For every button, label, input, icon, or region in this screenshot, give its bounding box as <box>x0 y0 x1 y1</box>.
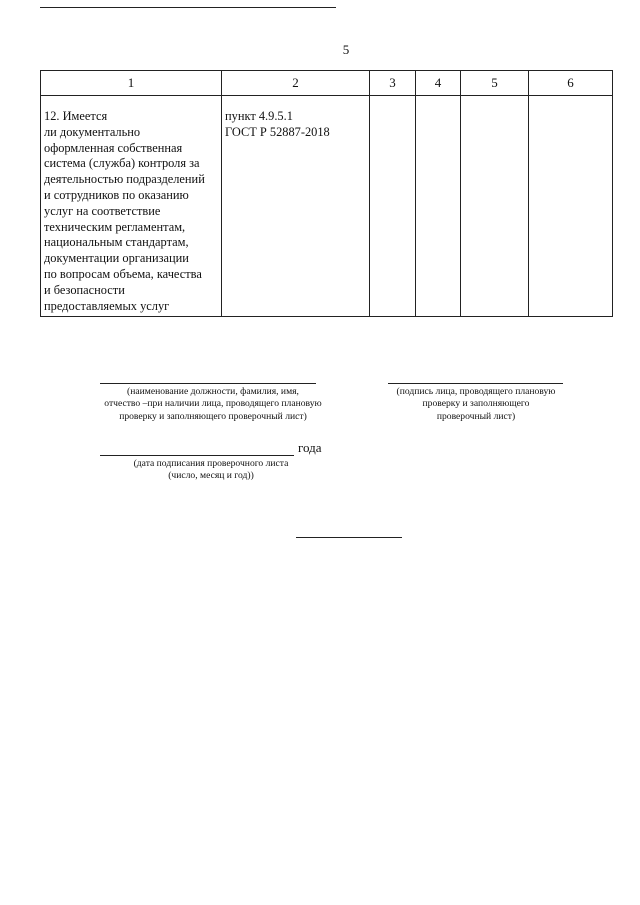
checklist-table <box>40 70 613 317</box>
column-header-2: 2 <box>222 71 370 96</box>
personal-signature-line <box>388 383 563 384</box>
date-suffix: года <box>298 440 322 455</box>
top-rule <box>40 7 336 8</box>
question-text: 12. Имеется ли документально оформленная собственная система (служба) контроля за деятельностью подразделений и сотрудников по оказанию услуг на соответствие техническим регламентам, национальным стандартам, документации организации по вопросам объема, качества и безопасности предоставляемых услуг <box>44 109 205 313</box>
column-header-4: 4 <box>416 71 461 96</box>
name-signature-line <box>100 383 316 384</box>
reference-cell <box>222 96 370 317</box>
date-signature-line <box>100 455 294 456</box>
answer-cell-5 <box>461 96 529 317</box>
date-caption: (дата подписания проверочного листа (число, месяц и год)) <box>133 458 289 482</box>
column-header-5: 5 <box>461 71 529 96</box>
answer-cell-6 <box>529 96 613 317</box>
signature-caption: (подпись лица, проводящего плановую проверку и заполняющего проверочный лист) <box>396 386 556 422</box>
answer-cell-4 <box>416 96 461 317</box>
page-number: 5 <box>342 42 350 57</box>
column-header-1: 1 <box>41 71 222 96</box>
question-cell <box>41 96 222 317</box>
name-caption: (наименование должности, фамилия, имя, отчество –при наличии лица, проводящего плановую проверку и заполняющего проверочный лист) <box>104 386 322 422</box>
reference-text: пункт 4.9.5.1 ГОСТ Р 52887-2018 <box>225 109 330 139</box>
answer-cell-3 <box>370 96 416 317</box>
table-row <box>41 96 613 317</box>
column-header-6: 6 <box>529 71 613 96</box>
table-header-row <box>41 71 613 96</box>
column-header-3: 3 <box>370 71 416 96</box>
end-rule <box>296 537 402 538</box>
